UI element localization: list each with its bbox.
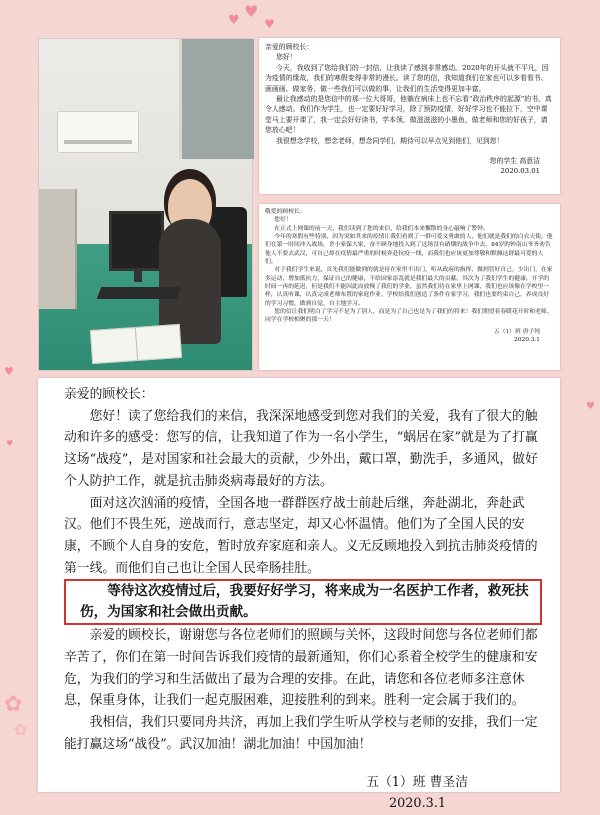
computer-monitor xyxy=(109,211,164,271)
paragraph: 对于我们学生来说，首先我们能做到的就是待在家里不出门，听从政府的指挥，做到管好自己，少出门，在家多运动，增加抵抗力，保证自己的健康，不给国家添乱就是我们最大的贡献。其次为了我们学生的健康，开学的时间一再的延迟，但是我们不能因此而放慢了我们的学业，虽然我们待在家里上网课，我们也应该像在学校里一样，认真听课，认真完成老师布置的家庭作业，学校给我们创造了条件在家学习，我们也要约束自己，养成良好的学习习惯，做到自觉，自主地学习。 xyxy=(265,267,553,307)
flower-icon: ✿ xyxy=(14,720,28,739)
heart-icon: ♥ xyxy=(586,401,595,412)
greeting: 您好！ xyxy=(276,53,297,62)
signature: 五（1）班 唐子纯 xyxy=(493,328,540,335)
paragraph: 亲爱的顾校长，谢谢您与各位老师们的照顾与关怀，这段时间您与各位老师们都辛苦了，你们在第一时间告诉我们疫情的最新通知，你们心系着全校学生的健康和安危，为我们的学习和生活做出了最为合理的安排。在此，请您和各位老师多注意休息，保重身体，让我们一起克服困难，迎接胜利的到来。胜利一定会属于我们的。 xyxy=(64,628,538,709)
salutation: 亲爱的顾校长： xyxy=(64,387,154,402)
heart-icon: ♥ xyxy=(228,13,240,28)
date: 2020.3.1 xyxy=(389,796,446,812)
paragraph: 我相信，我们只要同舟共济，再加上我们学生听从学校与老师的安排，我们一定能打赢这场“战役”。武汉加油！湖北加油！中国加油！ xyxy=(64,715,538,752)
greeting: 您好！ xyxy=(274,217,292,224)
letter-gao xyxy=(259,38,560,194)
date: 2020.03.01 xyxy=(500,167,540,176)
date: 2020.3.1 xyxy=(514,337,540,344)
paragraph: 在正式上网课的前一天，我们读到了您的来信，给我们本来懈散的身心敲响了警钟。 xyxy=(274,225,489,232)
paragraph: 您的信让我们明白了学习不是为了别人，而是为了自己也是为了我们的将来！我们期望着春暖花开时和老师、同学在学校相聚的那一天！ xyxy=(265,309,553,324)
heart-icon: ♥ xyxy=(6,439,14,448)
heart-icon: ♥ xyxy=(4,365,14,378)
letter-cao xyxy=(38,378,560,812)
paragraph: 我很想念学校，想念老师，想念同学们，期待可以早点见到他们，见到您！ xyxy=(276,136,504,145)
highlighted-paragraph: 等待这次疫情过后，我要好好学习，将来成为一名医护工作者，救死扶伤，为国家和社会做出贡献。 xyxy=(64,579,542,625)
air-conditioner xyxy=(57,111,139,153)
heart-icon: ♥ xyxy=(244,2,259,21)
signature: 您的学生 高意洁 xyxy=(489,157,540,166)
paragraph: 今年的寒假有些特别，因为突如其来的疫情让我们看到了一群可爱又勇敢的人，他们就是我们的白衣天使。他们在第一时间冲入战场，舍小家保大家，奋不顾身地投入到了这场没有硝烟的战争中去。84岁的钟南山爷爷劝告他人不要去武汉，可自己却在疫情最严重的时候奔赴抗疫一线，而我们也应该更加尊敬和默佩这群最可爱的人们。 xyxy=(265,234,553,266)
flower-icon: ✿ xyxy=(4,692,23,717)
heart-icon: ♥ xyxy=(264,17,275,31)
salutation: 亲爱的顾校长： xyxy=(265,43,314,51)
paragraph: 面对这次汹涌的疫情，全国各地一群群医疗战士前赴后继，奔赴湖北，奔赴武汉。他们不畏生死，逆战而行，意志坚定，却又心怀温情。他们为了全国人民的安康，不顾个人自身的安危，暂时放弃家庭和亲人。义无反顾地投入到抗击肺炎疫情的第一线。而他们自己也让全国人民牵肠挂肚。 xyxy=(64,495,538,576)
paragraph: 您好！读了您给我们的来信，我深深地感受到您对我们的关爱，我有了很大的触动和许多的感受：您写的信，让我知道了作为一名小学生，“蜗居在家”就是为了打赢这场“战疫”，是对国家和社会最大的贡献，少外出，戴口罩，勤洗手，多通风，做好个人防护工作，就是抗击肺炎病毒最好的方法。 xyxy=(64,408,538,489)
paragraph: 今天，我收到了您给我们的一封信，让我读了感到非常感动。2020年的开头就不平凡，因为疫情的缘故，我们的寒假变得非常的漫长。读了您的信，我知道我们在家也可以多看看书、画画画、做家务，做一些我们可以做的事，让我们的生活变得更加丰富。 xyxy=(265,63,549,93)
teacher-photo xyxy=(38,38,253,371)
signature: 五（1）班 曹圣洁 xyxy=(366,774,468,790)
letter-tang xyxy=(259,204,560,370)
paragraph: 最让我感动的是您信中的那一位大哥哥，他躺在病床上也不忘看“政治秩序的起源”的书，真令人感动。我们作为学生，也一定要好好学习，除了预防疫情，好好学习也不能拉下，空中课堂马上要开课了，我一定会好好读书，学本领，做滋滋滋的小墨鱼，做老师和您的好孩子，请您放心吧！ xyxy=(265,95,552,135)
salutation: 敬爱的顾校长： xyxy=(265,209,306,215)
open-book xyxy=(90,324,182,364)
